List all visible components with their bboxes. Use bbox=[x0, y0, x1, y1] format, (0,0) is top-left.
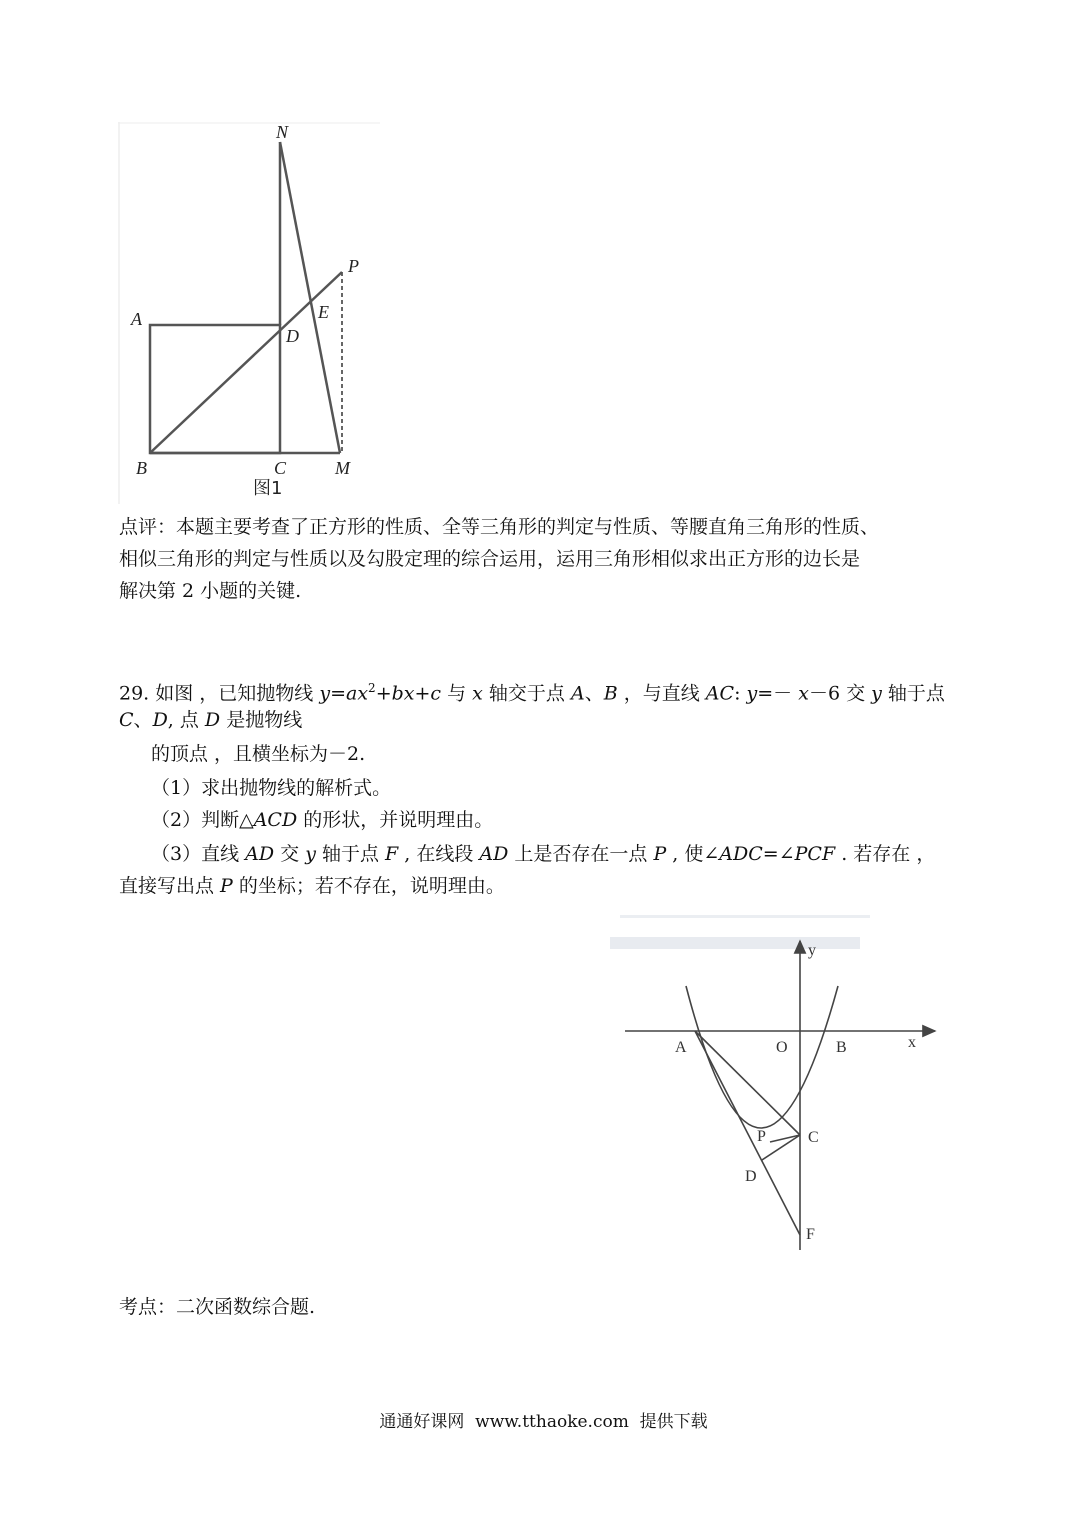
label-f: F bbox=[806, 1226, 815, 1243]
problem-29-line-1: 29. 如图 ，已知抛物线 $y=ax^2+bx+c$ 与 x 轴交于点 A、B ，与直线 AC: y=－ x－6 交 y 轴于点 bbox=[119, 681, 945, 705]
segment-nm bbox=[280, 142, 340, 453]
question-2: （2）判断△ACD 的形状，并说明理由。 bbox=[151, 809, 494, 831]
label-p2: P bbox=[757, 1128, 766, 1145]
figure-1-caption: 图1 bbox=[253, 478, 283, 499]
label-d2: D bbox=[745, 1168, 757, 1185]
problem-29-line-2: C、D, 点 D 是抛物线 bbox=[119, 709, 303, 731]
label-a2: A bbox=[675, 1039, 687, 1056]
segment-bp bbox=[150, 272, 342, 453]
label-y: y bbox=[808, 942, 816, 959]
label-a: A bbox=[131, 309, 142, 329]
kaodian: 考点：二次函数综合题. bbox=[119, 1296, 316, 1318]
label-x: x bbox=[908, 1034, 916, 1051]
label-o: O bbox=[776, 1039, 788, 1056]
label-c: C bbox=[274, 458, 287, 478]
figure-2 bbox=[600, 905, 950, 1265]
label-d: D bbox=[286, 326, 299, 346]
comment-line-2: 相似三角形的判定与性质以及勾股定理的综合运用，运用三角形相似求出正方形的边长是 bbox=[119, 548, 861, 570]
figure-1 bbox=[118, 122, 380, 504]
line-ad bbox=[695, 1031, 800, 1235]
label-c2: C bbox=[808, 1129, 819, 1146]
page-footer: 通通好课网 www.tthaoke.com 提供下载 bbox=[379, 1412, 708, 1432]
label-e: E bbox=[318, 302, 329, 322]
label-m: M bbox=[335, 458, 350, 478]
question-3-continued: 直接写出点 P 的坐标；若不存在，说明理由。 bbox=[119, 875, 505, 897]
comment-line-3: 解决第 2 小题的关键. bbox=[119, 580, 302, 602]
label-p: P bbox=[348, 256, 359, 276]
label-b: B bbox=[136, 458, 147, 478]
label-n: N bbox=[276, 122, 289, 142]
label-b2: B bbox=[836, 1039, 847, 1056]
problem-29-line-3: 的顶点 ，且横坐标为－2. bbox=[151, 743, 366, 765]
question-1: （1）求出抛物线的解析式。 bbox=[151, 777, 392, 799]
comment-line-1: 点评：本题主要考查了正方形的性质、全等三角形的判定与性质、等腰直角三角形的性质、 bbox=[119, 516, 880, 538]
question-3: （3）直线 AD 交 y 轴于点 F , 在线段 AD 上是否存在一点 P , 使∠ADC=∠PCF . 若存在 ， bbox=[151, 843, 936, 865]
